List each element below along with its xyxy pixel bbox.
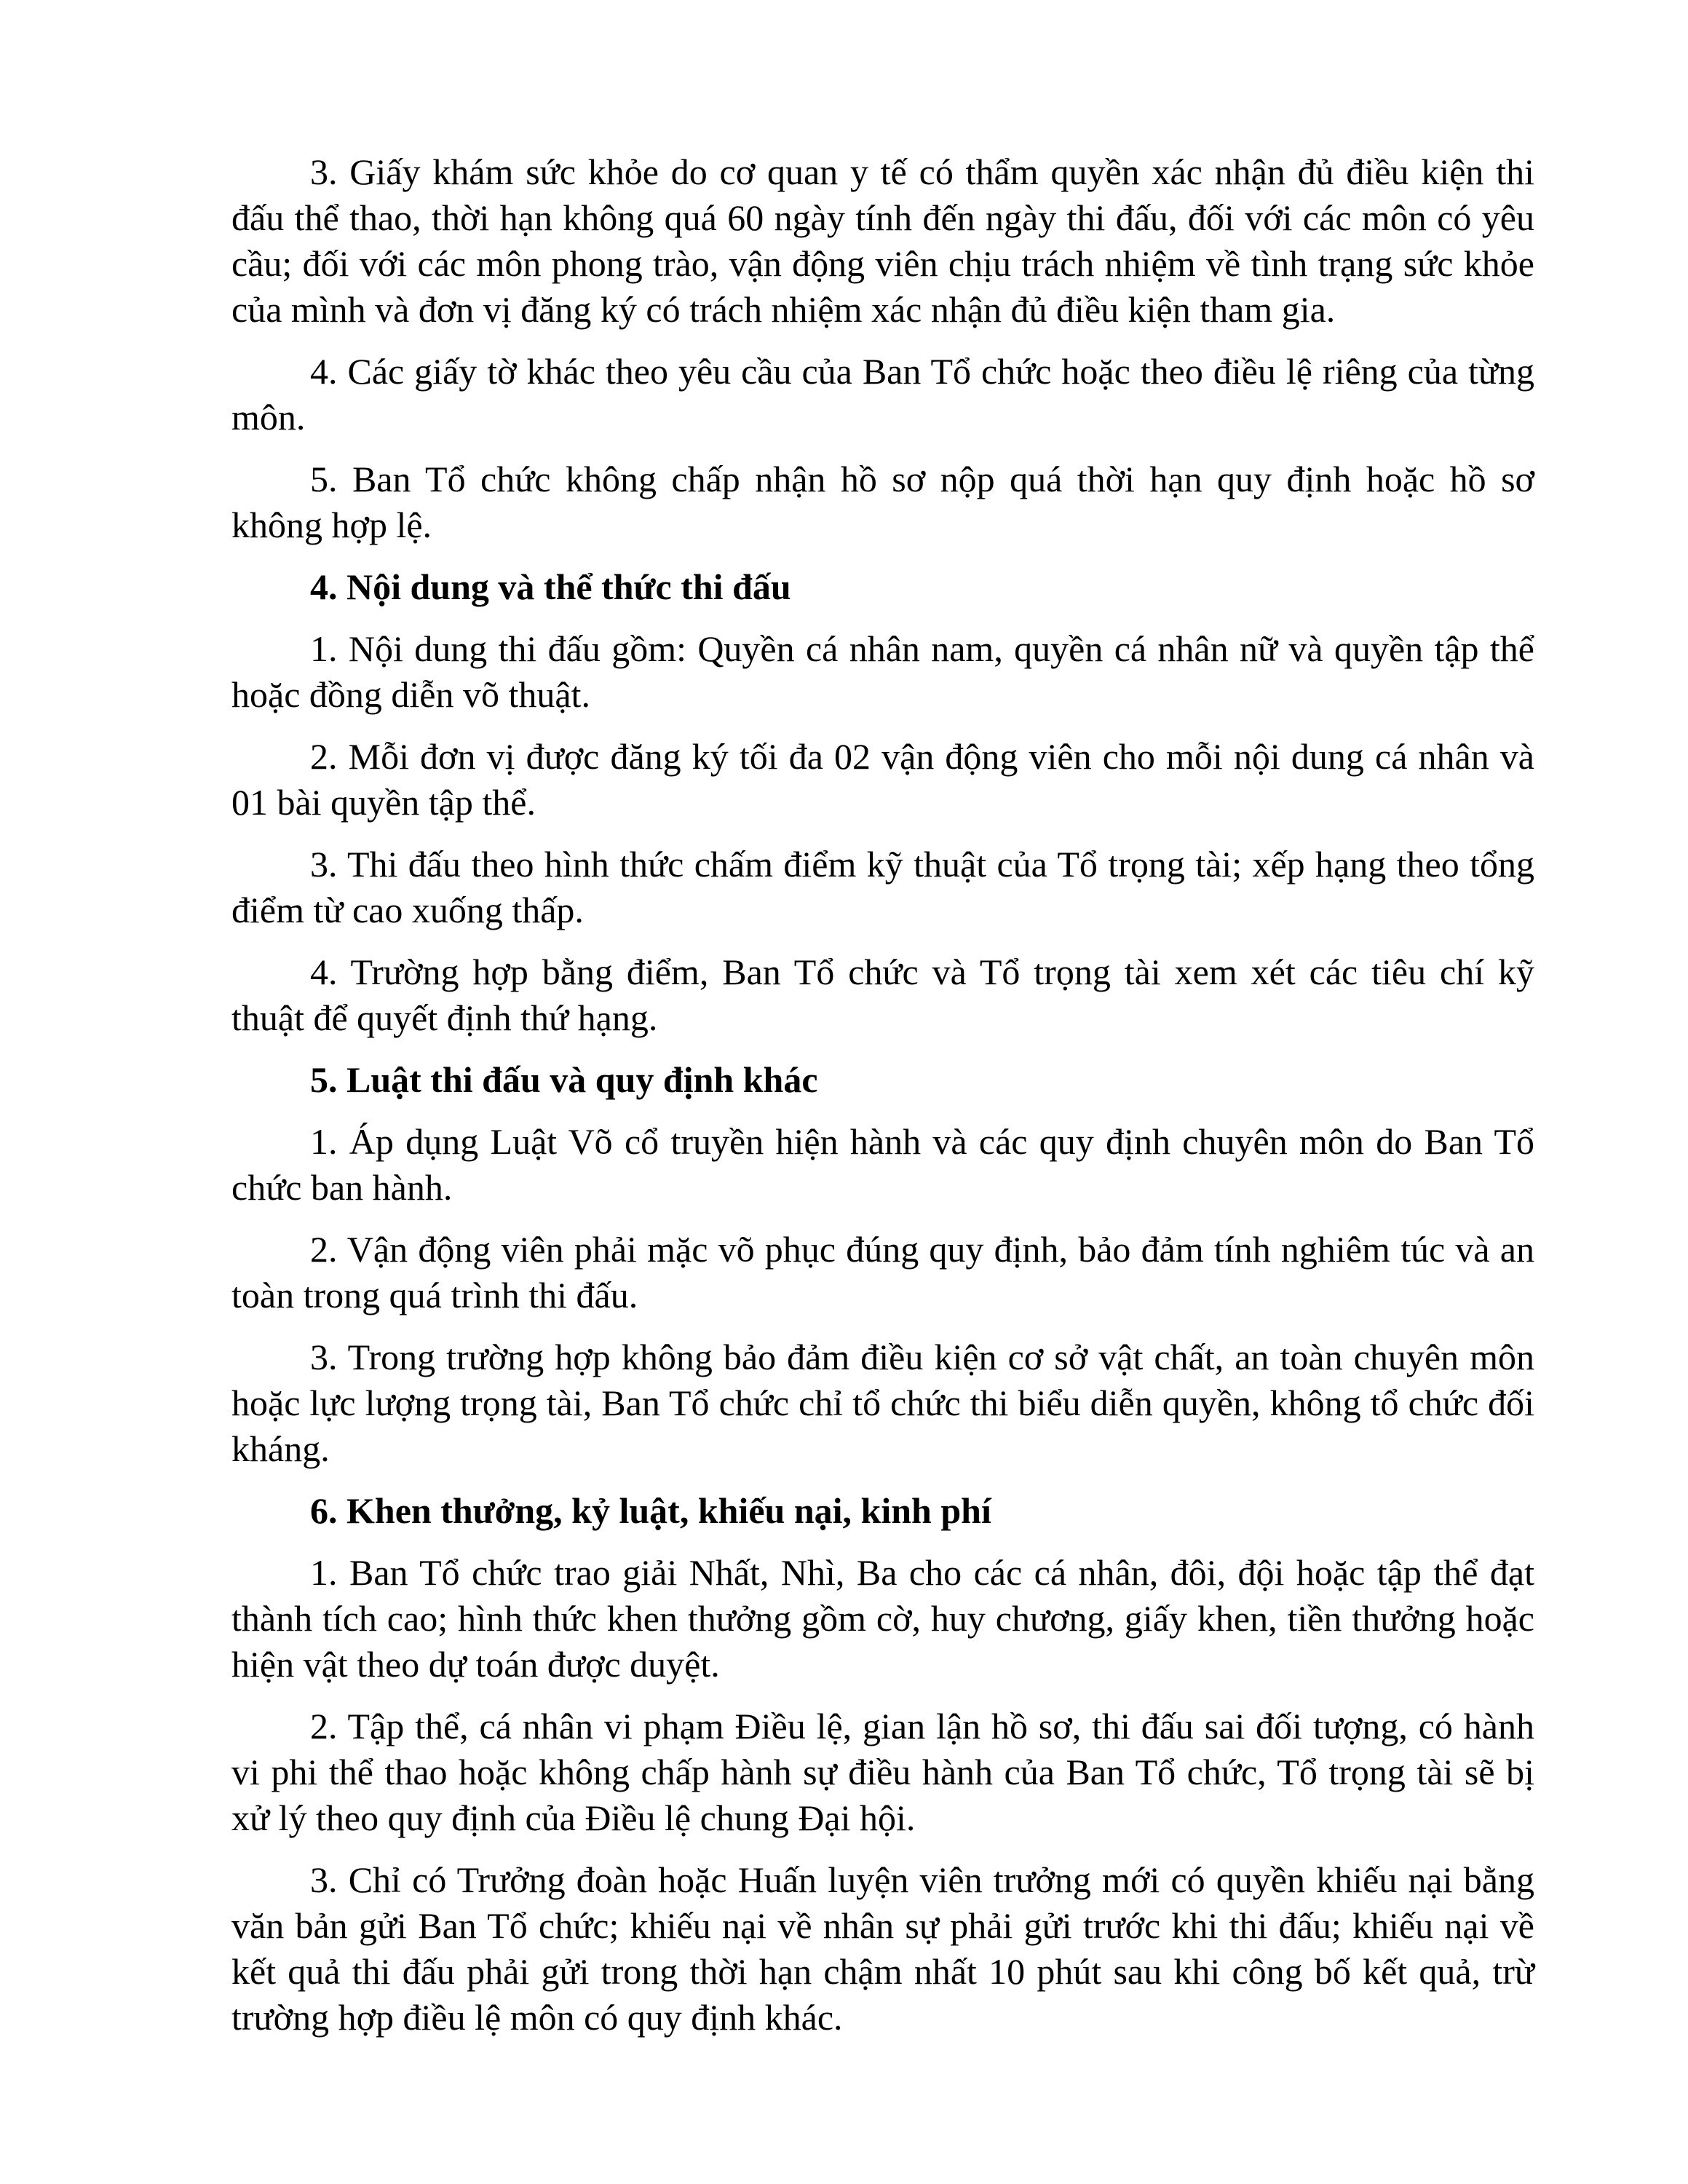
section-5-paragraph-1: 1. Áp dụng Luật Võ cổ truyền hiện hành và các quy định chuyên môn do Ban Tổ chức ban hành.: [231, 1121, 1534, 1208]
section-5-paragraph-2: 2. Vận động viên phải mặc võ phục đúng quy định, bảo đảm tính nghiêm túc và an toàn trong quá trình thi đấu.: [231, 1229, 1534, 1315]
section-4-paragraph-4: 4. Trường hợp bằng điểm, Ban Tổ chức và Tổ trọng tài xem xét các tiêu chí kỹ thuật để quyết định thứ hạng.: [231, 951, 1534, 1038]
section-6-paragraph-1: 1. Ban Tổ chức trao giải Nhất, Nhì, Ba cho các cá nhân, đôi, đội hoặc tập thể đạt thành tích cao; hình thức khen thưởng gồm cờ, huy chương, giấy khen, tiền thưởng hoặc hiện vật theo dự toán được duyệt.: [231, 1552, 1534, 1685]
intro-paragraph-3: 3. Giấy khám sức khỏe do cơ quan y tế có thẩm quyền xác nhận đủ điều kiện thi đấu thể thao, thời hạn không quá 60 ngày tính đến ngày thi đấu, đối với các môn có yêu cầu; đối với các môn phong trào, vận động viên chịu trách nhiệm về tình trạng sức khỏe của mình và đơn vị đăng ký có trách nhiệm xác nhận đủ điều kiện tham gia.: [231, 151, 1534, 330]
intro-paragraph-4: 4. Các giấy tờ khác theo yêu cầu của Ban Tổ chức hoặc theo điều lệ riêng của từng môn.: [231, 351, 1534, 438]
section-heading-4: 4. Nội dung và thể thức thi đấu: [310, 566, 791, 607]
section-6-paragraph-3: 3. Chỉ có Trưởng đoàn hoặc Huấn luyện viên trưởng mới có quyền khiếu nại bằng văn bản gửi Ban Tổ chức; khiếu nại về nhân sự phải gửi trước khi thi đấu; khiếu nại về kết quả thi đấu phải gửi trong thời hạn chậm nhất 10 phút sau khi công bố kết quả, trừ trường hợp điều lệ môn có quy định khác.: [231, 1859, 1534, 2038]
section-heading-5: 5. Luật thi đấu và quy định khác: [310, 1059, 818, 1100]
section-5-paragraph-3: 3. Trong trường hợp không bảo đảm điều kiện cơ sở vật chất, an toàn chuyên môn hoặc lực lượng trọng tài, Ban Tổ chức chỉ tổ chức thi biểu diễn quyền, không tổ chức đối kháng.: [231, 1337, 1534, 1469]
section-4-paragraph-3: 3. Thi đấu theo hình thức chấm điểm kỹ thuật của Tổ trọng tài; xếp hạng theo tổng điểm từ cao xuống thấp.: [231, 844, 1534, 930]
document-body: [231, 149, 1534, 2057]
section-4-paragraph-2: 2. Mỗi đơn vị được đăng ký tối đa 02 vận động viên cho mỗi nội dung cá nhân và 01 bài quyền tập thể.: [231, 736, 1534, 823]
section-6-paragraph-2: 2. Tập thể, cá nhân vi phạm Điều lệ, gian lận hồ sơ, thi đấu sai đối tượng, có hành vi phi thể thao hoặc không chấp hành sự điều hành của Ban Tổ chức, Tổ trọng tài sẽ bị xử lý theo quy định của Điều lệ chung Đại hội.: [231, 1706, 1534, 1838]
intro-paragraph-5: 5. Ban Tổ chức không chấp nhận hồ sơ nộp quá thời hạn quy định hoặc hồ sơ không hợp lệ.: [231, 459, 1534, 545]
section-4-paragraph-1: 1. Nội dung thi đấu gồm: Quyền cá nhân nam, quyền cá nhân nữ và quyền tập thể hoặc đồng diễn võ thuật.: [231, 628, 1534, 715]
section-heading-6: 6. Khen thưởng, kỷ luật, khiếu nại, kinh phí: [310, 1490, 991, 1531]
